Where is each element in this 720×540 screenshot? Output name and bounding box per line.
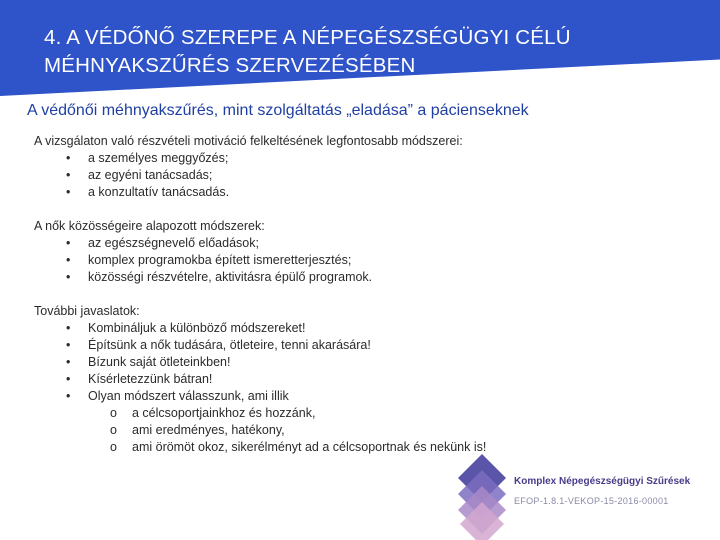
list-item-text: a konzultatív tanácsadás. [88, 185, 230, 199]
sub-list-item [34, 422, 674, 439]
list-item [34, 252, 674, 269]
sub-bullet-marker: o [110, 406, 117, 420]
section-community-methods [34, 218, 674, 286]
sub-list-item-text: ami eredményes, hatékony, [132, 423, 285, 437]
slide-title [44, 24, 704, 80]
bullet-marker: • [66, 389, 71, 403]
list-item [34, 269, 674, 286]
sub-bullet-marker: o [110, 423, 117, 437]
list-item-text: Építsünk a nők tudására, ötleteire, tenni akarására! [88, 338, 371, 352]
list-item-text: Kísérletezzünk bátran! [88, 372, 213, 386]
section-lead: A nők közösségeire alapozott módszerek: [34, 219, 265, 233]
list-item [34, 388, 674, 405]
list-item [34, 371, 674, 388]
bullet-marker: • [66, 168, 71, 182]
list-item-text: közösségi részvételre, aktivitásra épülő programok. [88, 270, 373, 284]
bullet-marker: • [66, 338, 71, 352]
list-item-text: az egészségnevelő előadások; [88, 236, 259, 250]
list-item-text: az egyéni tanácsadás; [88, 168, 213, 182]
bullet-marker: • [66, 236, 71, 250]
sub-list-item-text: ami örömöt okoz, sikerélményt ad a célcsoportnak és nekünk is! [132, 440, 487, 454]
list-item-text: komplex programokba épített ismeretterjesztés; [88, 253, 352, 267]
list-item [34, 337, 674, 354]
bullet-list [34, 320, 674, 456]
program-logo [452, 452, 720, 540]
sub-list-item [34, 405, 674, 422]
bullet-list [34, 235, 674, 286]
diamond-logo-icon [452, 452, 514, 540]
bullet-marker: • [66, 151, 71, 165]
list-item-text: Kombináljuk a különböző módszereket! [88, 321, 306, 335]
bullet-marker: • [66, 270, 71, 284]
bullet-marker: • [66, 253, 71, 267]
bullet-marker: • [66, 321, 71, 335]
list-item-text: a személyes meggyőzés; [88, 151, 229, 165]
bullet-marker: • [66, 372, 71, 386]
section-lead: További javaslatok: [34, 304, 140, 318]
bullet-list [34, 150, 674, 201]
slide-title-line-2: MÉHNYAKSZŰRÉS SZERVEZÉSÉBEN [44, 54, 416, 77]
list-item-text: Bízunk saját ötleteinkben! [88, 355, 231, 369]
list-item [34, 320, 674, 337]
slide-title-line-1: 4. A VÉDŐNŐ SZEREPE A NÉPEGÉSZSÉGÜGYI CÉLÚ [44, 26, 571, 49]
bullet-marker: • [66, 355, 71, 369]
bullet-marker: • [66, 185, 71, 199]
list-item [34, 150, 674, 167]
sub-bullet-marker: o [110, 440, 117, 454]
slide-subtitle: A védőnői méhnyakszűrés, mint szolgáltatás „eladása” a pácienseknek [27, 102, 529, 119]
logo-project-code: EFOP-1.8.1-VEKOP-15-2016-00001 [514, 496, 669, 506]
section-further-suggestions [34, 303, 674, 456]
list-item [34, 235, 674, 252]
list-item [34, 167, 674, 184]
sub-list-item-text: a célcsoportjainkhoz és hozzánk, [132, 406, 316, 420]
list-item [34, 184, 674, 201]
section-lead: A vizsgálaton való részvételi motiváció felkeltésének legfontosabb módszerei: [34, 134, 463, 148]
list-item [34, 354, 674, 371]
list-item-text: Olyan módszert válasszunk, ami illik [88, 389, 289, 403]
logo-name: Komplex Népegészségügyi Szűrések [514, 476, 691, 487]
slide-body [34, 133, 674, 473]
section-motivation-methods [34, 133, 674, 201]
